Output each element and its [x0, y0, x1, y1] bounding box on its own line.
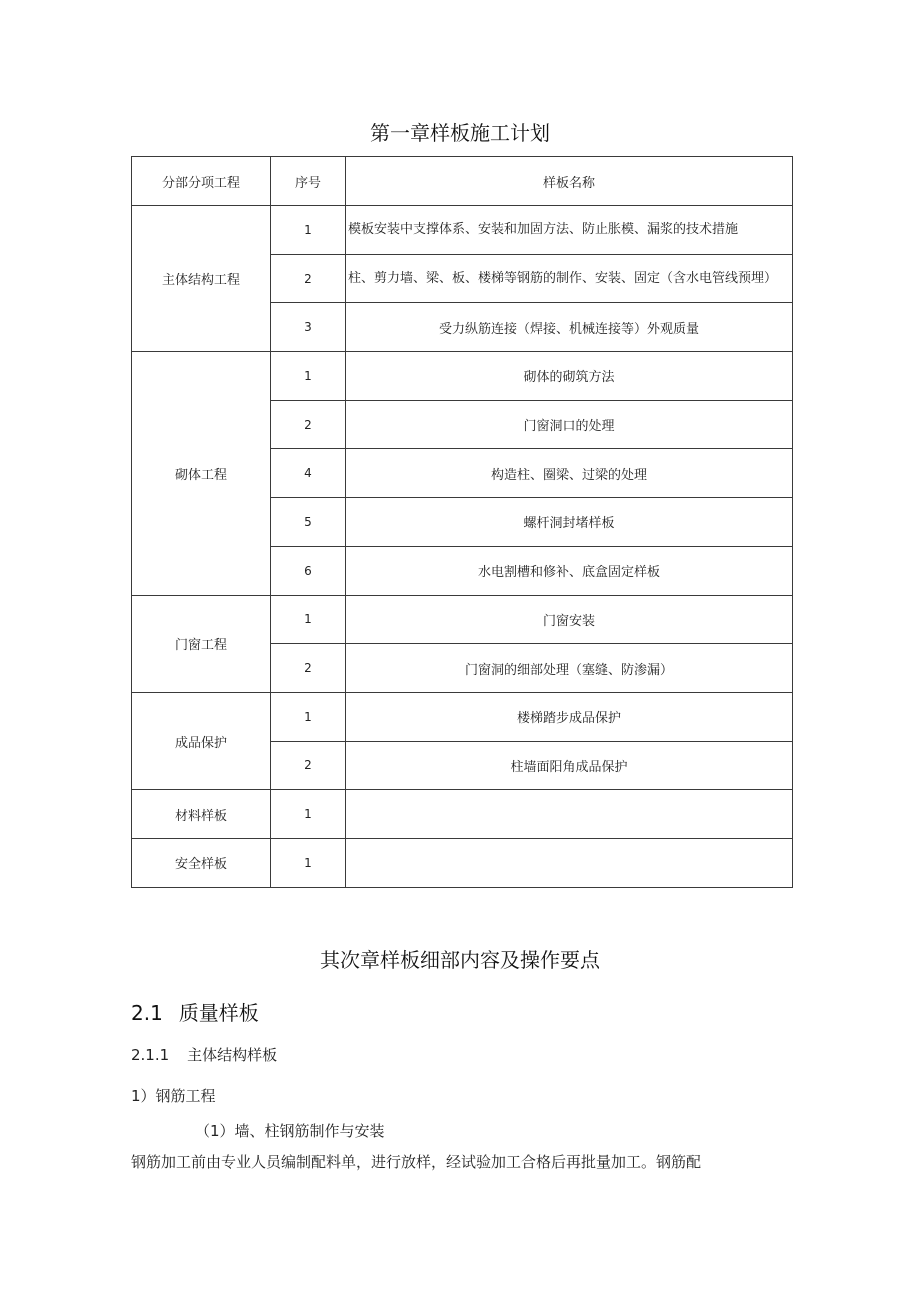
seq-cell: 4 — [271, 449, 346, 498]
sample-name-cell: 柱墙面阳角成品保护 — [346, 741, 793, 790]
seq-cell: 1 — [271, 838, 346, 887]
seq-cell: 1 — [271, 206, 346, 255]
seq-cell: 1 — [271, 790, 346, 839]
category-cell: 门窗工程 — [132, 595, 271, 692]
sample-plan-table — [131, 156, 793, 888]
seq-cell: 3 — [271, 303, 346, 352]
chapter-1-title: 第一章样板施工计划 — [370, 121, 550, 145]
seq-cell: 1 — [271, 692, 346, 741]
table-row — [132, 790, 793, 839]
body-paragraph: 钢筋加工前由专业人员编制配料单，进行放样，经试验加工合格后再批量加工。钢筋配 — [131, 1153, 702, 1171]
sample-name-cell: 楼梯踏步成品保护 — [346, 692, 793, 741]
subitem-heading: （1）墙、柱钢筋制作与安装 — [195, 1122, 385, 1140]
section-number: 2.1 — [131, 1001, 163, 1025]
sample-name-cell — [346, 790, 793, 839]
seq-cell: 6 — [271, 546, 346, 595]
header-name: 样板名称 — [346, 157, 793, 206]
section-heading — [131, 997, 259, 1026]
subsection-title: 主体结构样板 — [187, 1046, 278, 1064]
sample-name-cell: 构造柱、圈梁、过梁的处理 — [346, 449, 793, 498]
category-cell: 安全样板 — [132, 838, 271, 887]
sample-name-cell: 门窗安装 — [346, 595, 793, 644]
item-heading: 1）钢筋工程 — [131, 1087, 216, 1105]
sample-name-cell: 砌体的砌筑方法 — [346, 352, 793, 401]
table-header-row — [132, 157, 793, 206]
category-cell: 砌体工程 — [132, 352, 271, 595]
seq-cell: 1 — [271, 595, 346, 644]
sample-name-cell: 门窗洞口的处理 — [346, 400, 793, 449]
chapter-2-title: 其次章样板细部内容及操作要点 — [320, 948, 600, 972]
sample-name-cell: 受力纵筋连接（焊接、机械连接等）外观质量 — [346, 303, 793, 352]
category-cell: 主体结构工程 — [132, 206, 271, 352]
seq-cell: 2 — [271, 400, 346, 449]
seq-cell: 2 — [271, 254, 346, 303]
section-title: 质量样板 — [178, 1001, 259, 1025]
sample-name-cell — [346, 838, 793, 887]
category-cell: 成品保护 — [132, 692, 271, 789]
sample-name-cell: 螺杆洞封堵样板 — [346, 498, 793, 547]
sample-name-cell: 模板安装中支撑体系、安装和加固方法、防止胀模、漏浆的技术措施 — [346, 206, 793, 255]
table-row — [132, 206, 793, 255]
sample-name-cell: 柱、剪力墙、梁、板、楼梯等钢筋的制作、安装、固定（含水电管线预埋） — [346, 254, 793, 303]
sample-name-cell: 门窗洞的细部处理（塞缝、防渗漏） — [346, 644, 793, 693]
table-row — [132, 595, 793, 644]
seq-cell: 2 — [271, 741, 346, 790]
seq-cell: 5 — [271, 498, 346, 547]
subsection-heading — [131, 1044, 277, 1065]
table-row — [132, 692, 793, 741]
seq-cell: 2 — [271, 644, 346, 693]
table-row — [132, 838, 793, 887]
header-category: 分部分项工程 — [132, 157, 271, 206]
header-seq: 序号 — [271, 157, 346, 206]
seq-cell: 1 — [271, 352, 346, 401]
table-row — [132, 352, 793, 401]
category-cell: 材料样板 — [132, 790, 271, 839]
sample-name-cell: 水电割槽和修补、底盒固定样板 — [346, 546, 793, 595]
subsection-number: 2.1.1 — [131, 1046, 170, 1064]
